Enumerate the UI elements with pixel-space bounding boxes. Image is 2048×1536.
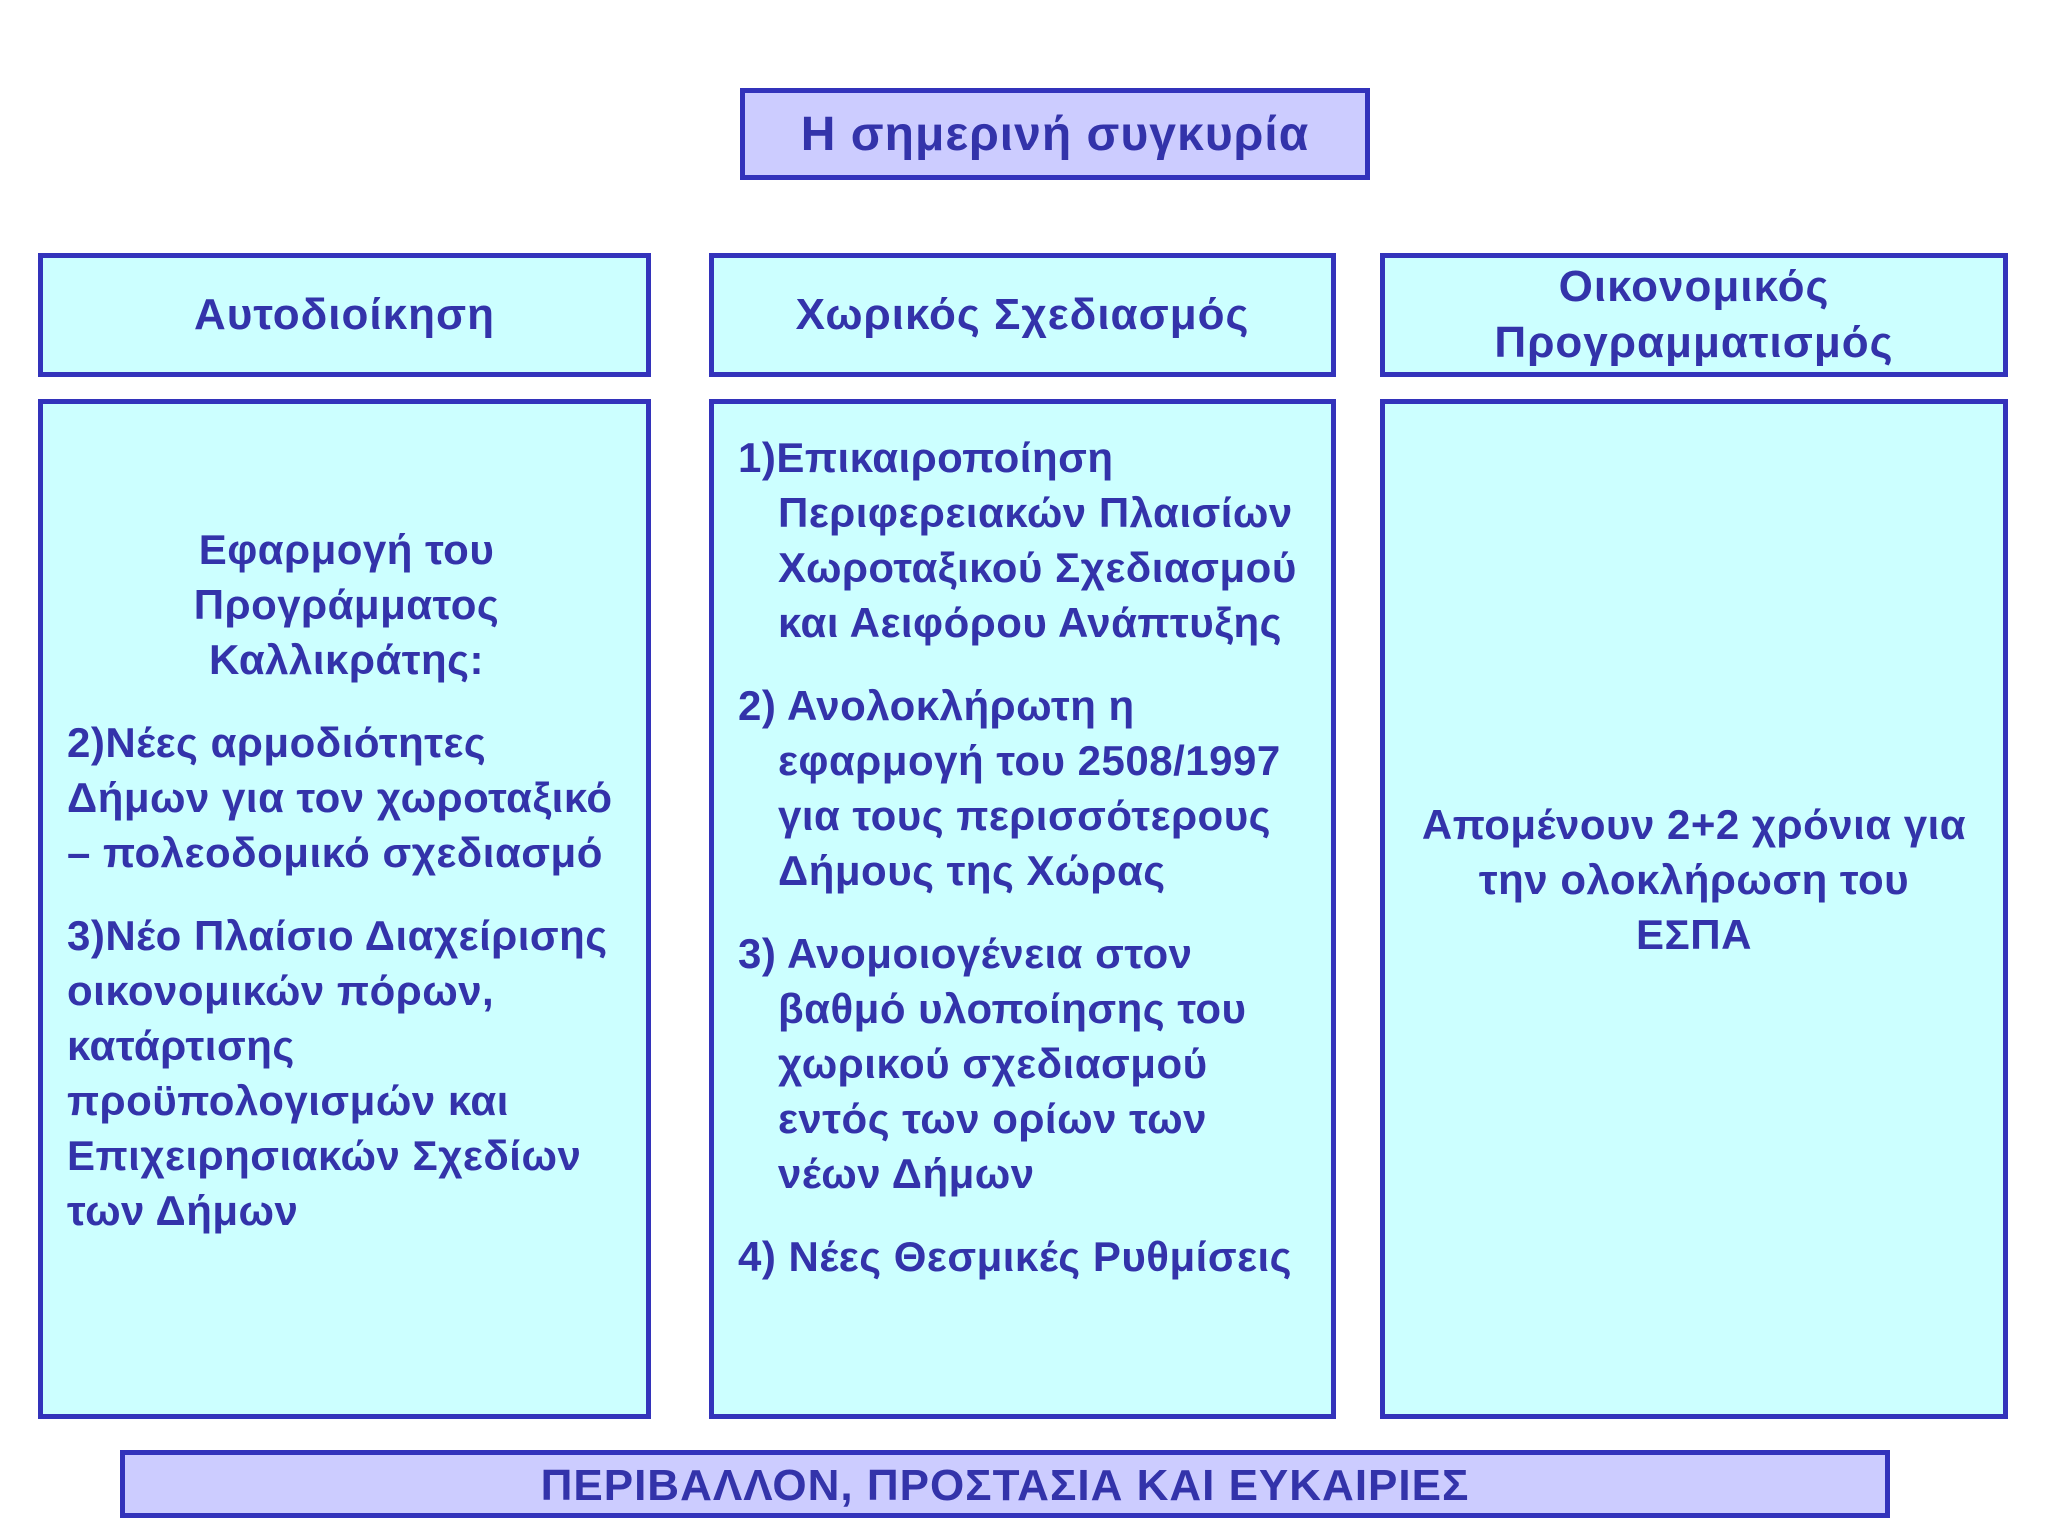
intro-line-1: Εφαρμογή του [198, 526, 495, 573]
header-xorikos-sxediasmos-text: Χωρικός Σχεδιασμός [795, 290, 1250, 339]
header-xorikos-sxediasmos [709, 253, 1336, 377]
list-item: 2)Νέες αρμοδιότητες Δήμων για τον χωροταξικό – πολεοδομικό σχεδιασμό [67, 719, 613, 876]
espa-text: Απομένουν 2+2 χρόνια για την ολοκλήρωση του ΕΣΠΑ [1421, 800, 1967, 958]
list-item: 4) Νέες Θεσμικές Ρυθμίσεις [738, 1233, 1293, 1280]
header-autodioikisi [38, 253, 651, 377]
intro-line-2: Προγράμματος [193, 581, 500, 628]
intro-line-3: Καλλικράτης: [208, 636, 485, 683]
list-item: 3) Ανομοιογένεια στον βαθμό υλοποίησης του χωρικού σχεδιασμού εντός των ορίων των νέων Δήμων [738, 930, 1247, 1197]
footer-banner [120, 1450, 1890, 1518]
kallikratis-intro [67, 522, 626, 687]
diagram-title [740, 88, 1370, 180]
header-autodioikisi-text: Αυτοδιοίκηση [193, 290, 496, 339]
list-item: 1)Επικαιροποίηση Περιφερειακών Πλαισίων Χωροταξικού Σχεδιασμού και Αειφόρου Ανάπτυξης [738, 434, 1297, 646]
content-autodioikisi [38, 399, 651, 1419]
content-oikonomikos-programmatismos [1380, 399, 2008, 1419]
content-xorikos-sxediasmos [709, 399, 1336, 1419]
diagram-title-text: Η σημερινή συγκυρία [800, 107, 1310, 161]
footer-text: ΠΕΡΙΒΑΛΛΟΝ, ΠΡΟΣΤΑΣΙΑ ΚΑΙ ΕΥΚΑΙΡΙΕΣ [540, 1461, 1470, 1510]
header-line-2: Προγραμματισμός [1494, 318, 1894, 367]
list-item: 3)Νέο Πλαίσιο Διαχείρισης οικονομικών πόρων, κατάρτισης προϋπολογισμών και Επιχειρησιακών Σχεδίων των Δήμων [67, 912, 608, 1234]
header-oikonomikos-programmatismos [1380, 253, 2008, 377]
header-oikonomikos-programmatismos-text [1494, 259, 1893, 371]
list-item: 2) Ανολοκλήρωτη η εφαρμογή του 2508/1997 για τους περισσότερους Δήμους της Χώρας [738, 682, 1281, 894]
header-line-1: Οικονομικός [1558, 262, 1830, 311]
